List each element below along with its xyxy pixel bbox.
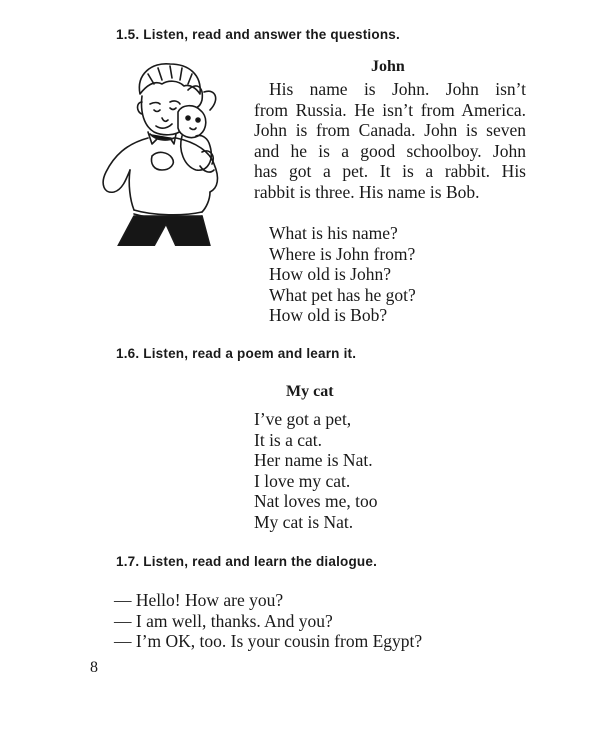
- question-item: What pet has he got?: [269, 284, 416, 305]
- poem-line: Her name is Nat.: [254, 450, 373, 470]
- boy-with-rabbit-illustration: [92, 60, 250, 246]
- question-item: Where is John from?: [269, 243, 416, 264]
- page-number: 8: [90, 659, 98, 676]
- dialogue-line: — I am well, thanks. And you?: [114, 610, 333, 631]
- question-item: What is his name?: [269, 223, 398, 243]
- story-line: has got a pet. It is a rabbit. His: [254, 161, 526, 181]
- question-item: How old is Bob?: [269, 305, 388, 325]
- story-text: [254, 79, 526, 202]
- poem-line: My cat is Nat.: [254, 511, 354, 532]
- story-title: John: [371, 58, 405, 75]
- exercise-1-7-heading: 1.7. Listen, read and learn the dialogue.: [116, 554, 378, 569]
- question-item: How old is John?: [269, 264, 392, 284]
- story-line: from Russia. He isn’t from America.: [254, 99, 526, 120]
- dialogue-line: — Hello! How are you?: [114, 590, 284, 610]
- poem-line: It is a cat.: [254, 429, 323, 450]
- poem-text: [254, 409, 377, 532]
- story-line: John is from Canada. John is seven: [254, 120, 526, 140]
- exercise-1-6-heading: 1.6. Listen, read a poem and learn it.: [116, 346, 357, 361]
- dialogue-line: — I’m OK, too. Is your cousin from Egypt?: [114, 631, 423, 651]
- story-line: rabbit is three. His name is Bob.: [254, 181, 480, 202]
- poem-line: Nat loves me, too: [254, 491, 378, 511]
- story-line: His name is John. John isn’t: [269, 79, 526, 99]
- poem-line: I’ve got a pet,: [254, 409, 352, 429]
- poem-line: I love my cat.: [254, 470, 351, 491]
- exercise-1-5-heading: 1.5. Listen, read and answer the questions.: [116, 27, 400, 42]
- story-line: and he is a good schoolboy. John: [254, 140, 526, 161]
- dialogue-text: [114, 590, 422, 652]
- questions-list: [269, 223, 416, 326]
- poem-title: My cat: [286, 383, 334, 400]
